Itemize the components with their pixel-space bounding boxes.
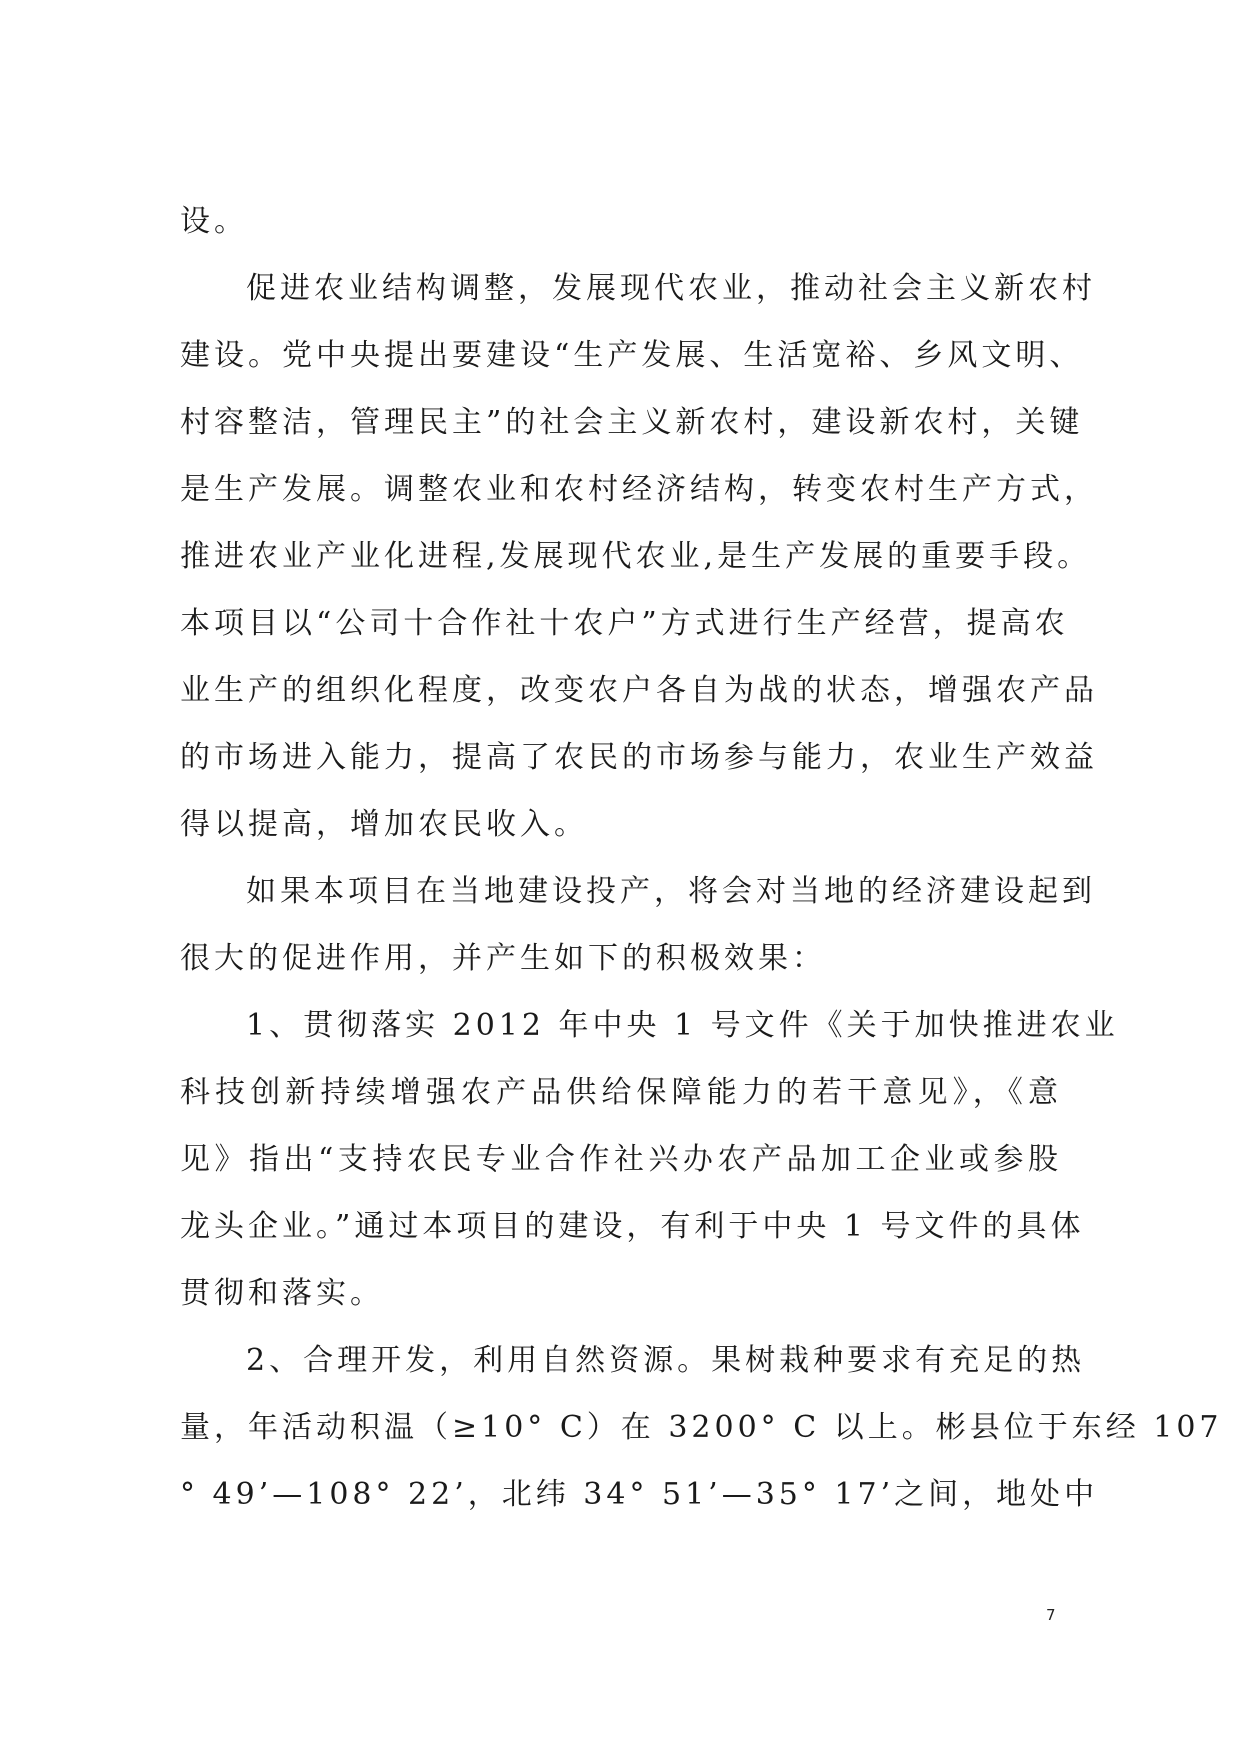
text-line: 贯彻和落实。 — [180, 1276, 384, 1311]
text-line: 村容整洁，管理民主”的社会主义新农村，建设新农村，关键 — [180, 405, 1084, 440]
text-line: 是生产发展。调整农业和农村经济结构，转变农村生产方式， — [180, 472, 1098, 507]
text-line: 很大的促进作用，并产生如下的积极效果： — [180, 941, 826, 976]
text-line: 促进农业结构调整，发展现代农业，推动社会主义新农村 — [246, 271, 1096, 306]
text-line: 龙头企业。”通过本项目的建设，有利于中央 1 号文件的具体 — [180, 1209, 1085, 1244]
text-line: 本项目以“公司十合作社十农户”方式进行生产经营，提高农 — [180, 606, 1069, 641]
text-line: 的市场进入能力，提高了农民的市场参与能力，农业生产效益 — [180, 740, 1098, 775]
body-text — [180, 188, 1223, 1528]
text-line: 科技创新持续增强农产品供给保障能力的若干意见》，《意 — [180, 1075, 1062, 1110]
text-line: 推进农业产业化进程,发展现代农业,是生产发展的重要手段。 — [180, 539, 1092, 574]
text-line: ° 49’—108° 22’，北纬 34° 51’—35° 17’之间，地处中 — [180, 1477, 1099, 1512]
text-line: 得以提高，增加农民收入。 — [180, 807, 588, 842]
text-line: 见》指出“支持农民专业合作社兴办农产品加工企业或参股 — [180, 1142, 1062, 1177]
text-line: 如果本项目在当地建设投产，将会对当地的经济建设起到 — [246, 874, 1096, 909]
text-line: 1、贯彻落实 2012 年中央 1 号文件《关于加快推进农业 — [246, 1008, 1119, 1043]
text-line: 业生产的组织化程度，改变农户各自为战的状态，增强农产品 — [180, 673, 1098, 708]
text-line: 量，年活动积温（≥10° C）在 3200° C 以上。彬县位于东经 107 — [180, 1410, 1223, 1445]
text-line: 2、合理开发，利用自然资源。果树栽种要求有充足的热 — [246, 1343, 1086, 1378]
text-line: 设。 — [180, 204, 248, 239]
text-line: 建设。党中央提出要建设“生产发展、生活宽裕、乡风文明、 — [180, 338, 1084, 373]
page-number: 7 — [1046, 1606, 1056, 1624]
